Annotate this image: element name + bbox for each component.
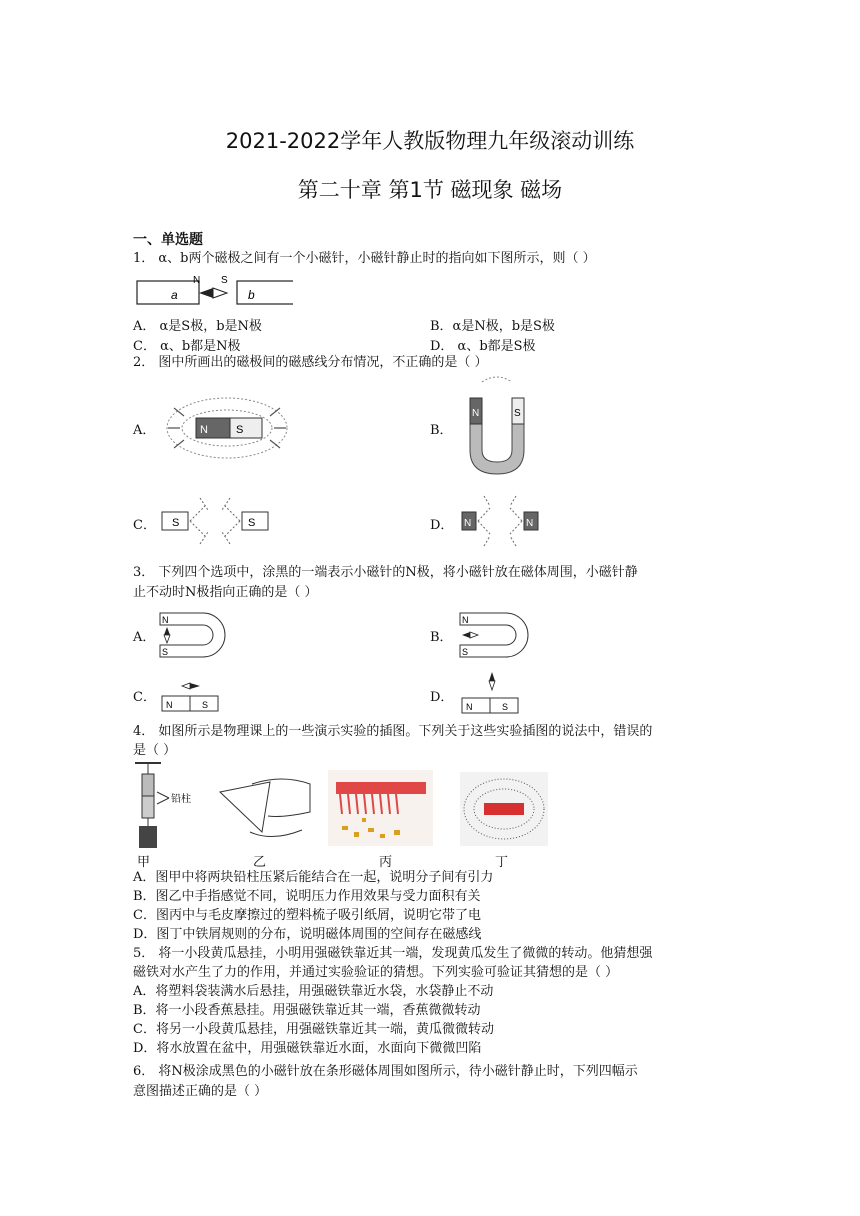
q2-label-d[interactable]: D． [430, 518, 454, 533]
q5-option-c[interactable]: C．将另一小段黄瓜悬挂，用强磁铁靠近其一端，黄瓜微微转动 [133, 1022, 494, 1037]
q1-option-b[interactable]: B．α是N极，b是S极 [430, 319, 555, 334]
q4-fig-label-bing: 丙 [379, 855, 393, 870]
q2b-s: S [514, 408, 521, 419]
q2b-n: N [472, 408, 480, 419]
q4-stem-1: 4． 如图所示是物理课上的一些演示实验的插图。下列关于这些实验插图的说法中，错误的 [133, 724, 653, 739]
q4-option-d[interactable]: D．图丁中铁屑规则的分布，说明磁体周围的空间存在磁感线 [133, 927, 482, 942]
q3d-s: S [502, 702, 509, 712]
q2d-n2: N [526, 518, 534, 529]
doc-title: 2021-2022学年人教版物理九年级滚动训练 [225, 129, 635, 153]
q3a-s: S [162, 647, 169, 657]
q2-figure-c [160, 488, 270, 553]
q3a-n: N [162, 615, 169, 625]
q6-stem-2: 意图描述正确的是（ ） [133, 1084, 268, 1099]
q2c-s1: S [172, 517, 180, 529]
q4-fig-label-yi: 乙 [253, 855, 267, 870]
needle-south-half [213, 288, 227, 298]
q2c-s2: S [248, 517, 256, 529]
q4-figure-yi [212, 772, 312, 844]
q4-figure-ding [460, 772, 548, 846]
q4-lead-label: 铅柱 [171, 794, 191, 805]
q3-figure-a [158, 610, 233, 660]
q3-label-c[interactable]: C． [133, 690, 156, 705]
q1-option-a[interactable]: A． α是S极，b是N极 [133, 319, 262, 334]
q1-option-d[interactable]: D． α、b都是S极 [430, 339, 536, 354]
q3-label-d[interactable]: D． [430, 690, 454, 705]
q6-stem-1: 6． 将N极涂成黑色的小磁针放在条形磁体周围如图所示，待小磁针静止时，下列四幅示 [133, 1064, 638, 1079]
q2a-s: S [236, 424, 244, 436]
q3c-n: N [166, 700, 173, 710]
q4-option-c[interactable]: C．图丙中与毛皮摩擦过的塑料梳子吸引纸屑，说明它带了电 [133, 908, 481, 923]
q5-option-d[interactable]: D．将水放置在盆中，用强磁铁靠近水面，水面向下微微凹陷 [133, 1041, 482, 1056]
q4-option-a[interactable]: A．图甲中将两块铅柱压紧后能结合在一起，说明分子间有引力 [133, 870, 494, 885]
q1-fig-n: N [193, 275, 201, 286]
q1-fig-s: S [221, 275, 228, 286]
q5-option-b[interactable]: B．将一小段香蕉悬挂。用强磁铁靠近其一端，香蕉微微转动 [133, 1003, 481, 1018]
q3-label-a[interactable]: A． [133, 630, 156, 645]
q4-fig-label-ding: 丁 [495, 855, 509, 870]
q2-figure-a [160, 388, 295, 468]
q3c-s: S [202, 700, 209, 710]
q4-figure-jia [133, 760, 193, 852]
q2-label-a[interactable]: A． [133, 423, 156, 438]
q4-option-b[interactable]: B．图乙中手指感觉不同，说明压力作用效果与受力面积有关 [133, 889, 481, 904]
q1-stem: 1． α、b两个磁极之间有一个小磁针，小磁针静止时的指向如下图所示，则（ ） [133, 251, 596, 266]
q5-option-a[interactable]: A．将塑料袋装满水后悬挂，用强磁铁靠近水袋，水袋静止不动 [133, 984, 494, 999]
q3b-s: S [462, 647, 469, 657]
q2-figure-b [462, 372, 532, 480]
q2-figure-d [460, 488, 545, 553]
q5-stem-1: 5． 将一小段黄瓜悬挂，小明用强磁铁靠近其一端，发现黄瓜发生了微微的转动。他猜想强 [133, 946, 653, 961]
q3-stem-1: 3． 下列四个选项中，涂黑的一端表示小磁针的N极，将小磁针放在磁体周围，小磁针静 [133, 565, 638, 580]
needle-north-half [199, 288, 213, 298]
q2d-n1: N [464, 518, 472, 529]
q4-figure-bing [328, 770, 433, 846]
q3-stem-2: 止不动时N极指向正确的是（ ） [133, 585, 318, 600]
q3d-n: N [466, 702, 473, 712]
q3-figure-b [458, 610, 536, 660]
q3b-n: N [462, 615, 469, 625]
q3-figure-c [160, 678, 222, 714]
q4-stem-2: 是（ ） [133, 743, 177, 758]
q2a-n: N [200, 424, 208, 436]
q2-stem: 2． 图中所画出的磁极间的磁感线分布情况，不正确的是（ ） [133, 355, 488, 370]
q1-option-c[interactable]: C． α、b都是N极 [133, 339, 241, 354]
q3-label-b[interactable]: B． [430, 630, 453, 645]
doc-subtitle: 第二十章 第1节 磁现象 磁场 [297, 178, 563, 202]
q3-figure-d [460, 670, 522, 716]
q1-fig-b: b [248, 288, 255, 302]
q2-label-c[interactable]: C． [133, 518, 156, 533]
q1-fig-a: a [171, 288, 178, 302]
q2-label-b[interactable]: B． [430, 423, 453, 438]
section-heading: 一、单选题 [133, 232, 203, 248]
q4-fig-label-jia: 甲 [137, 855, 151, 870]
q5-stem-2: 磁铁对水产生了力的作用，并通过实验验证的猜想。下列实验可验证其猜想的是（ ） [133, 965, 619, 980]
q1-figure [133, 272, 293, 312]
